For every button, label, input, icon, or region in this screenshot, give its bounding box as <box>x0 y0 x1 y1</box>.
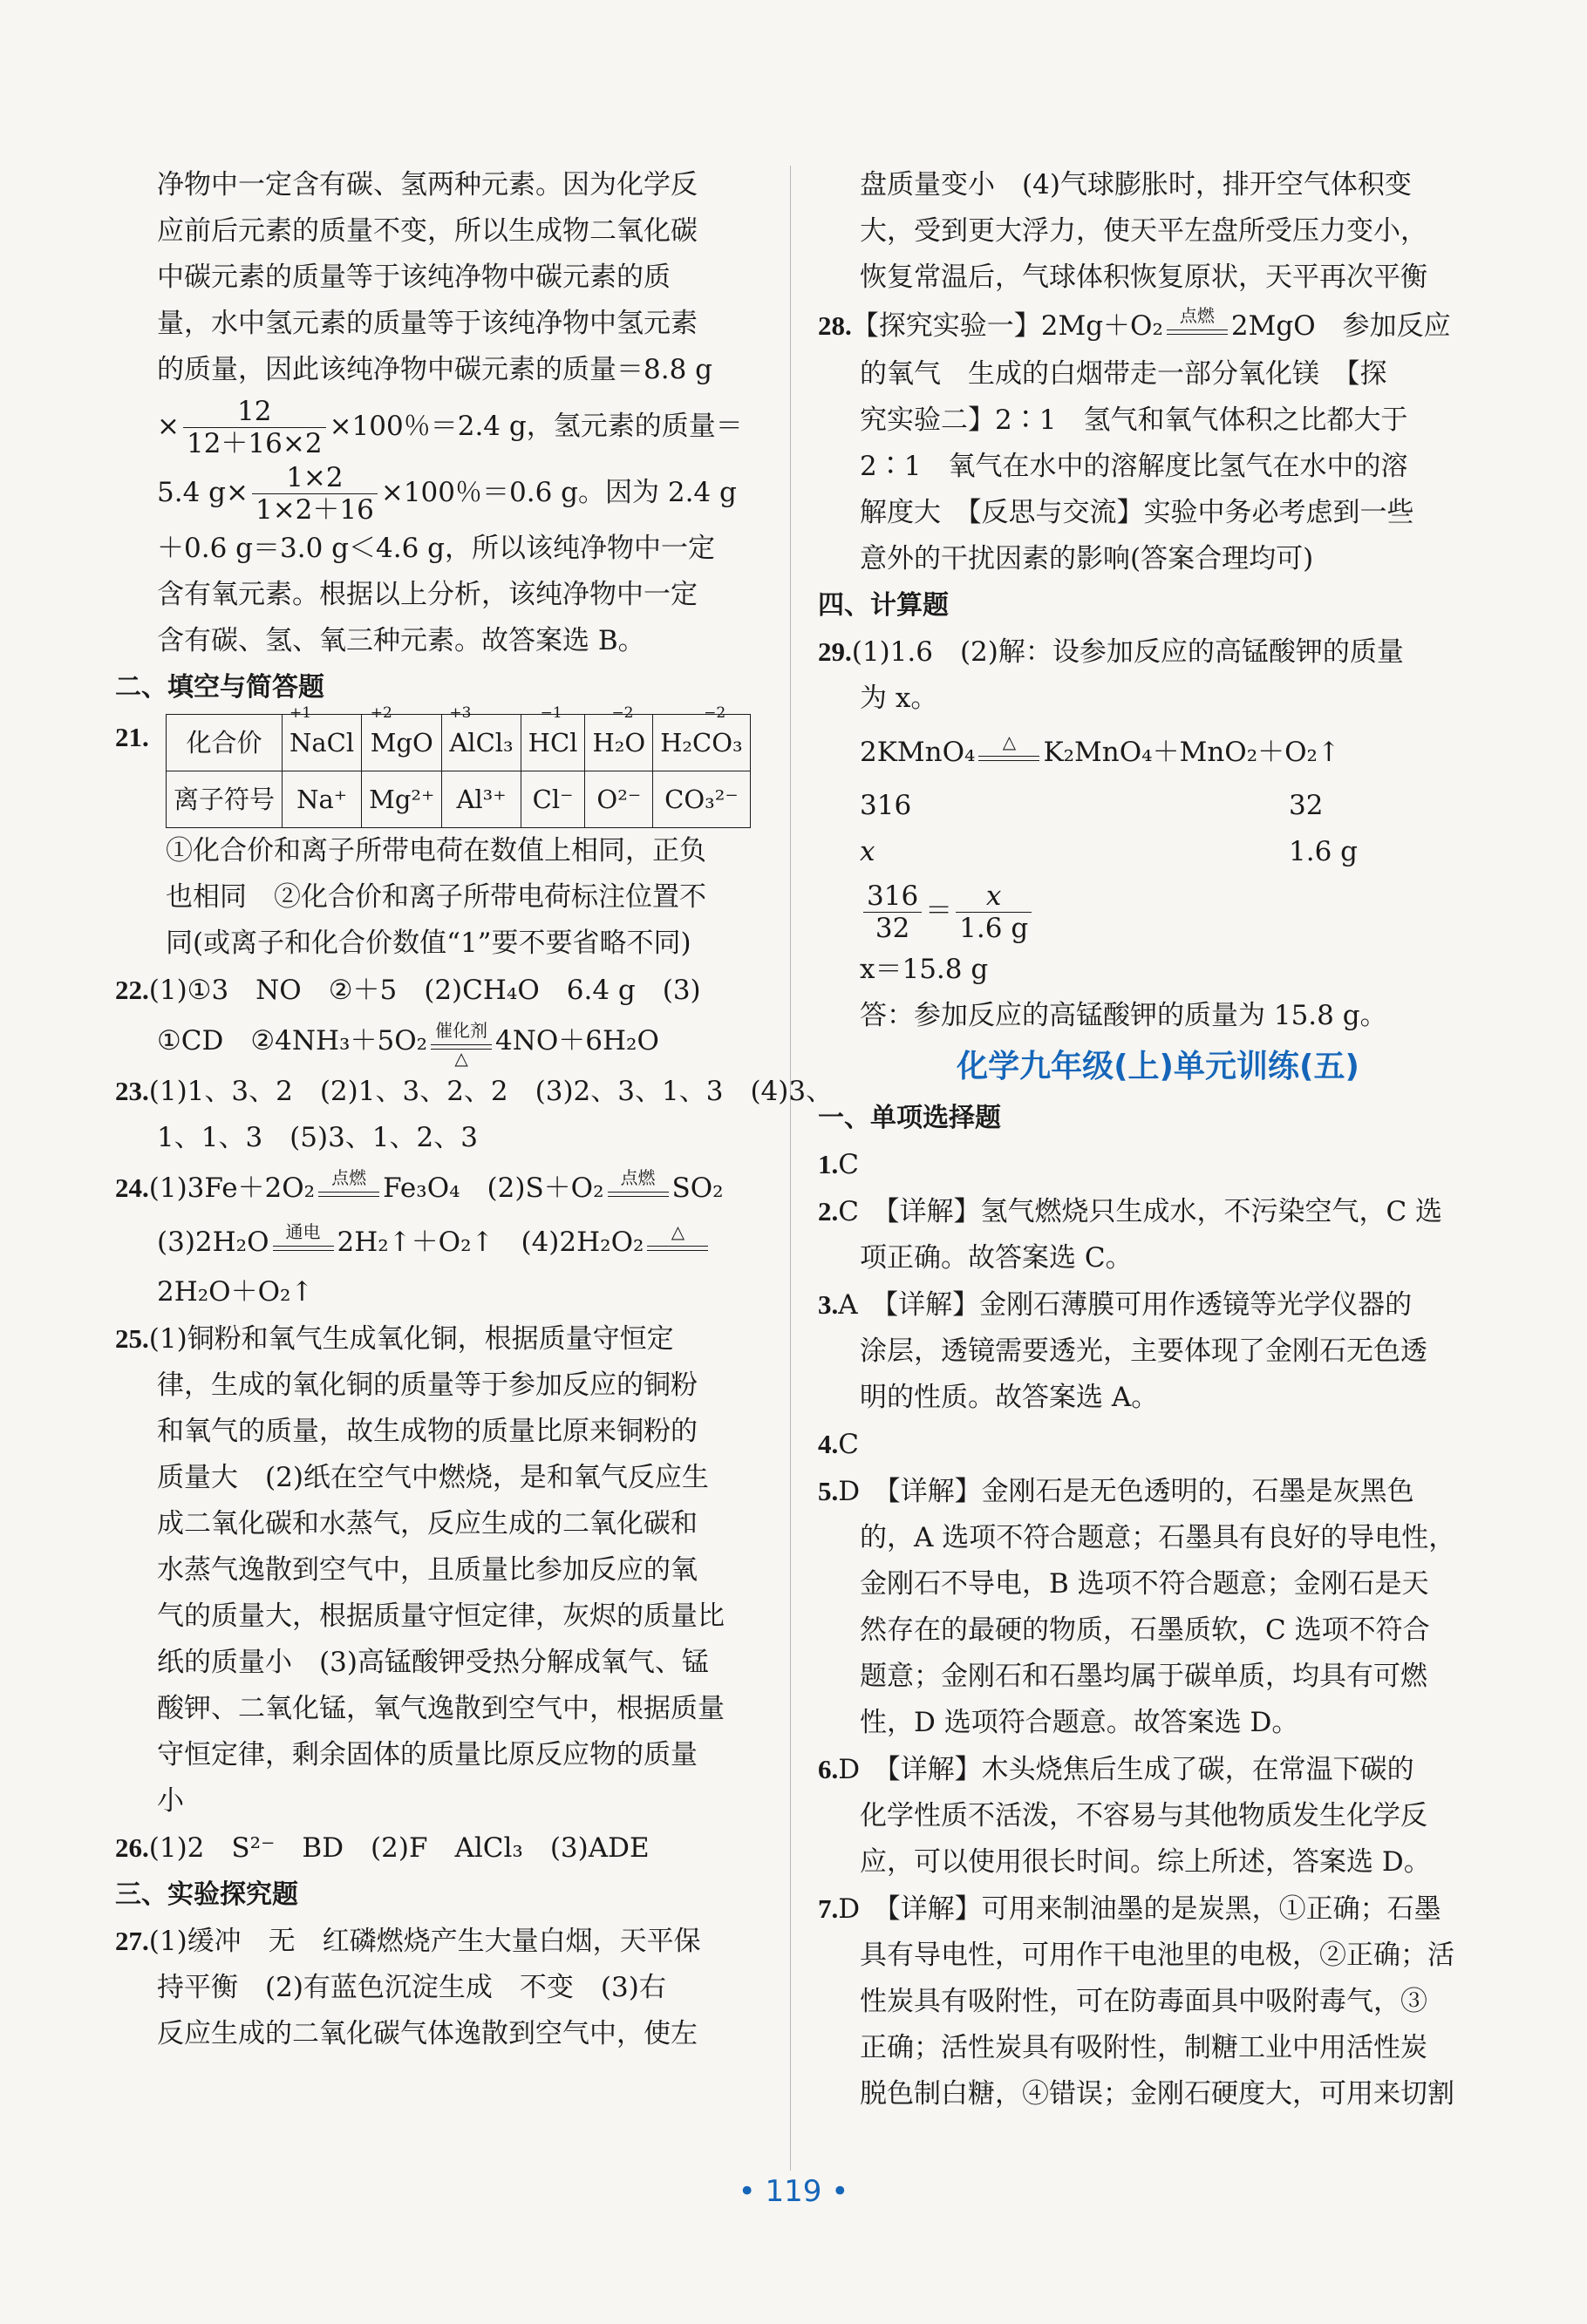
text-line: 持平衡 (2)有蓝色沉淀生成 不变 (3)右 <box>157 1972 666 2003</box>
text-line: 性，D 选项符合题意。故答案选 D。 <box>860 1707 1299 1738</box>
text-line: 量，水中氢元素的质量等于该纯净物中氢元素 <box>157 308 698 339</box>
text-line: 水蒸气逸散到空气中，且质量比参加反应的氧 <box>157 1554 698 1586</box>
text-line: 和氧气的质量，故生成物的质量比原来铜粉的 <box>157 1416 698 1447</box>
calc-hydrogen: 5.4 g× $\frac{1\times 2}{1\times 2+16}$ ×100％＝0.6 g。因为 2.4 g <box>157 462 737 526</box>
equation-line: ①CD ②4NH₃＋5O₂ 催化剂 △ 4NO＋6H₂O <box>157 1019 659 1069</box>
text-line: 项正确。故答案选 C。 <box>860 1242 1133 1274</box>
table-header: 离子符号 <box>167 771 283 828</box>
fraction: $\frac{12}{12+16\times 2}$ <box>183 396 326 459</box>
calc-carbon: × $\frac{12}{12+16\times 2}$ ×100％＝2.4 g，氢元素的质量＝ <box>157 396 743 459</box>
question-23: 23.(1)1、3、2 (2)1、3、2、2 (3)2、3、1、3 (4)3、 <box>115 1076 834 1107</box>
text-line: 净物中一定含有碳、氢两种元素。因为化学反 <box>157 169 698 200</box>
section-heading: 三、实验探究题 <box>115 1879 298 1910</box>
left-column <box>115 162 834 2057</box>
text-line: 具有导电性，可用作干电池里的电极，②正确；活 <box>860 1940 1454 1971</box>
ratio-line: $\frac{316}{32}$ ＝ $\frac{x}{1.6 g}$ <box>818 875 1463 947</box>
table-cell: Na⁺ <box>283 771 362 828</box>
valence-table <box>166 704 751 828</box>
text-line: 律，生成的氧化铜的质量等于参加反应的铜粉 <box>157 1369 698 1401</box>
text-line: 成二氧化碳和水蒸气，反应生成的二氧化碳和 <box>157 1508 698 1539</box>
text-line: 应，可以使用很长时间。综上所述，答案选 D。 <box>860 1846 1431 1878</box>
text-line: 盘质量变小 (4)气球膨胀时，排开空气体积变 <box>860 169 1412 200</box>
reaction-condition: △ <box>647 1227 708 1261</box>
answer-item: 5.D 【详解】金刚石是无色透明的，石墨是灰黑色 <box>818 1476 1414 1507</box>
table-cell: +1 NaCl <box>283 715 362 771</box>
answer-line: 答：参加反应的高锰酸钾的质量为 15.8 g。 <box>860 1000 1387 1031</box>
reaction-condition: 通电 <box>273 1227 334 1261</box>
section-heading: 一、单项选择题 <box>818 1103 1001 1133</box>
question-22: 22.(1)①3 NO ②＋5 (2)CH₄O 6.4 g (3) <box>115 975 701 1006</box>
text-line: 纸的质量小 (3)高锰酸钾受热分解成氧气、锰 <box>157 1647 709 1678</box>
text-line: 应前后元素的质量不变，所以生成物二氧化碳 <box>157 215 698 247</box>
question-21: 21. 化合价 +1 NaCl +2 MgO +3 AlCl₃ −1 HCl −2 H₂O −2 H₂CO₃ 离子符号 Na⁺ Mg²⁺ Al³⁺ Cl⁻ O²⁻ CO₃²⁻ <box>115 714 760 828</box>
text-line: ①化合价和离子所带电荷在数值上相同，正负 <box>166 835 706 866</box>
page-number: • 119 • <box>738 2174 849 2209</box>
table-cell: +3 AlCl₃ <box>442 715 521 771</box>
table-cell: Al³⁺ <box>442 771 521 828</box>
text-line: 2∶1 氧气在水中的溶解度比氢气在水中的溶 <box>860 451 1408 482</box>
text-line: 涂层，透镜需要透光，主要体现了金刚石无色透 <box>860 1335 1427 1367</box>
text-line: 大，受到更大浮力，使天平左盘所受压力变小， <box>860 215 1427 247</box>
table-cell: −2 H₂CO₃ <box>653 715 751 771</box>
fraction: $\frac{x}{1.6 g}$ <box>956 880 1032 944</box>
question-27: 27.(1)缓冲 无 红磷燃烧产生大量白烟，天平保 <box>115 1926 701 1957</box>
text-line: 恢复常温后，气球体积恢复原状，天平再次平衡 <box>860 262 1427 293</box>
text-line: 也相同 ②化合价和离子所带电荷标注位置不 <box>166 881 706 913</box>
table-cell: O²⁻ <box>585 771 653 828</box>
table-cell: +2 MgO <box>362 715 442 771</box>
question-26: 26.(1)2 S²⁻ BD (2)F AlCl₃ (3)ADE <box>115 1832 650 1864</box>
text-line: 金刚石不导电，B 选项不符合题意；金刚石是天 <box>860 1568 1429 1600</box>
section-heading: 二、填空与简答题 <box>115 672 324 703</box>
text-line: 究实验二】2∶1 氢气和氧气体积之比都大于 <box>860 404 1408 436</box>
table-cell: Cl⁻ <box>521 771 585 828</box>
bullet-dot: • <box>738 2174 756 2209</box>
table-cell: −2 H₂O <box>585 715 653 771</box>
reaction-condition: 催化剂 △ <box>431 1025 492 1060</box>
question-25: 25.(1)铜粉和氧气生成氧化铜，根据质量守恒定 <box>115 1323 674 1355</box>
text-line: 然存在的最硬的物质，石墨质软，C 选项不符合 <box>860 1614 1430 1646</box>
text-line: 2H₂O＋O₂↑ <box>157 1276 314 1308</box>
table-header: 化合价 <box>167 715 283 771</box>
equation-line: 2KMnO₄ △ K₂MnO₄＋MnO₂＋O₂↑ <box>818 722 1463 783</box>
answer-item: 7.D 【详解】可用来制油墨的是炭黑，①正确；石墨 <box>818 1893 1441 1925</box>
text-line: 明的性质。故答案选 A。 <box>860 1382 1159 1413</box>
bullet-dot: • <box>831 2174 849 2209</box>
text-line: ＋0.6 g＝3.0 g＜4.6 g，所以该纯净物中一定 <box>157 533 715 564</box>
result-line: x＝15.8 g <box>860 954 989 985</box>
text-line: 1、1、3 (5)3、1、2、3 <box>157 1122 478 1153</box>
text-line: 含有碳、氢、氧三种元素。故答案选 B。 <box>157 625 645 656</box>
question-24: 24.(1)3Fe＋2O₂ 点燃 Fe₃O₄ (2)S＋O₂ 点燃 SO₂ <box>115 1161 760 1215</box>
text-line: 性炭具有吸附性，可在防毒面具中吸附毒气，③ <box>860 1986 1427 2017</box>
column-divider <box>790 166 791 2171</box>
text-line: 同(或离子和化合价数值“1”要不要省略不同) <box>166 928 691 959</box>
text-line: 反应生成的二氧化碳气体逸散到空气中，使左 <box>157 2018 698 2049</box>
text-line: 的质量，因此该纯净物中碳元素的质量＝8.8 g <box>157 354 712 385</box>
equation-line: (3)2H₂O 通电 2H₂↑＋O₂↑ (4)2H₂O₂ △ <box>115 1215 760 1269</box>
table-cell: −1 HCl <box>521 715 585 771</box>
reaction-condition: 点燃 <box>318 1172 379 1207</box>
section-heading: 四、计算题 <box>818 590 949 621</box>
right-column <box>818 162 1463 2117</box>
answer-item: 4.C <box>818 1429 859 1460</box>
fraction: $\frac{1\times 2}{1\times 2+16}$ <box>252 462 378 526</box>
text-line: 化学性质不活泼，不容易与其他物质发生化学反 <box>860 1800 1427 1831</box>
fraction: $\frac{316}{32}$ <box>863 880 922 944</box>
mass-row: 316 32 <box>860 790 1324 821</box>
text-line: 题意；金刚石和石墨均属于碳单质，均具有可燃 <box>860 1661 1427 1692</box>
question-29: 29.(1)1.6 (2)解：设参加反应的高锰酸钾的质量 <box>818 636 1404 668</box>
text-line: 中碳元素的质量等于该纯净物中碳元素的质 <box>157 262 671 293</box>
text-line: 的氧气 生成的白烟带走一部分氧化镁 【探 <box>860 358 1387 390</box>
answer-item: 3.A 【详解】金刚石薄膜可用作透镜等光学仪器的 <box>818 1289 1413 1321</box>
text-line: 含有氧元素。根据以上分析，该纯净物中一定 <box>157 579 698 610</box>
answer-item: 1.C <box>818 1149 859 1180</box>
text-line: 气的质量大，根据质量守恒定律，灰烬的质量比 <box>157 1600 725 1632</box>
reaction-condition: 点燃 <box>1167 310 1228 345</box>
reaction-condition: △ <box>978 737 1039 771</box>
unit-title: 化学九年级(上)单元训练(五) <box>957 1049 1359 1084</box>
table-cell: Mg²⁺ <box>362 771 442 828</box>
answer-item: 6.D 【详解】木头烧焦后生成了碳，在常温下碳的 <box>818 1754 1414 1785</box>
text-line: 质量大 (2)纸在空气中燃烧，是和氧气反应生 <box>157 1462 709 1493</box>
text-line: 酸钾、二氧化锰，氧气逸散到空气中，根据质量 <box>157 1693 725 1724</box>
text-line: 解度大 【反思与交流】实验中务必考虑到一些 <box>860 497 1414 528</box>
text-line: 意外的干扰因素的影响(答案合理均可) <box>860 543 1314 574</box>
answer-item: 2.C 【详解】氢气燃烧只生成水，不污染空气，C 选 <box>818 1196 1443 1227</box>
question-28: 28.【探究实验一】2Mg＋O₂ 点燃 2MgO 参加反应 <box>818 301 1463 351</box>
text-line: 正确；活性炭具有吸附性，制糖工业中用活性炭 <box>860 2032 1427 2063</box>
unknown-row: x 1.6 g <box>860 836 1358 867</box>
text-line: 脱色制白糖，④错误；金刚石硬度大，可用来切割 <box>860 2078 1454 2110</box>
text-line: 小 <box>157 1785 184 1817</box>
text-line: 的，A 选项不符合题意；石墨具有良好的导电性， <box>860 1522 1456 1553</box>
table-cell: CO₃²⁻ <box>653 771 751 828</box>
text-line: 为 x。 <box>860 683 938 714</box>
text-line: 守恒定律，剩余固体的质量比原反应物的质量 <box>157 1739 698 1770</box>
reaction-condition: 点燃 <box>608 1172 669 1207</box>
